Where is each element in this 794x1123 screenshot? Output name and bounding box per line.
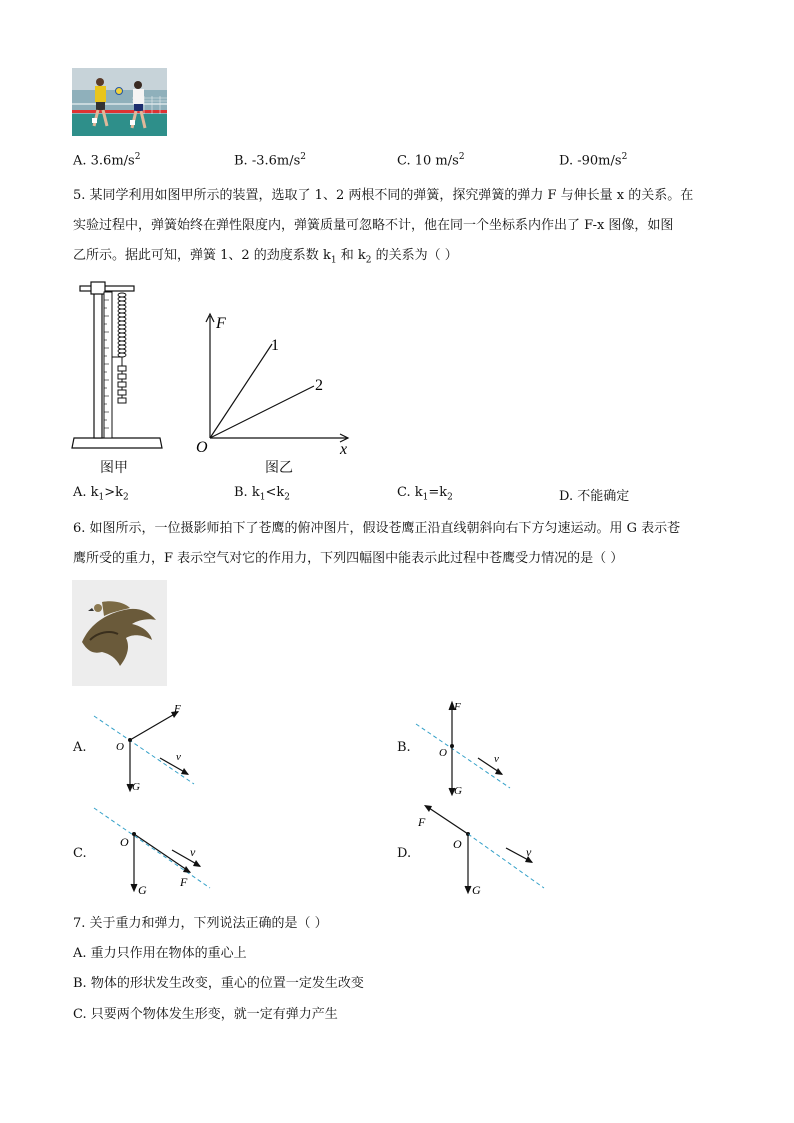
q5-line-3: 乙所示。据此可知，弹簧 1、2 的劲度系数 $k_1$ 和 $k_2$ 的关系为（ ） [73, 248, 458, 266]
q5-line-2: 实验过程中，弹簧始终在弹性限度内，弹簧质量可忽略不计，他在同一个坐标系内作出了 F-x 图像，如图 [73, 218, 674, 233]
q4-option-d: D. $-90m/s^2$ [559, 152, 628, 169]
q6-c-label-o: O [120, 835, 129, 849]
graph-line-2-label: 2 [315, 377, 323, 394]
fig-yi-caption: 图乙 [265, 460, 293, 476]
q6-d-label-g: G [472, 883, 481, 897]
q6-option-a-label: A. [73, 740, 87, 755]
q5-option-d: D. 不能确定 [559, 489, 630, 504]
q6-c-label-g: G [138, 883, 147, 897]
q6-line-2: 鹰所受的重力，F 表示空气对它的作用力，下列四幅图中能表示此过程中苍鹰受力情况的是（ ） [73, 551, 624, 566]
q6-option-c-label: C. [73, 846, 87, 861]
q6-option-b-diagram [410, 696, 520, 800]
q6-a-label-o: O [116, 741, 124, 753]
q5-option-b: B. $k_1<k_2$ [234, 485, 290, 503]
spring-apparatus-figure [68, 278, 168, 454]
q6-d-label-f: F [418, 815, 426, 829]
q5-option-a: A. $k_1>k_2$ [73, 485, 129, 503]
q6-option-a-diagram [90, 700, 200, 800]
eagle-photo [72, 580, 167, 686]
q6-a-label-f: F [174, 703, 181, 715]
volleyball-photo [72, 68, 167, 136]
q7-option-c: C. 只要两个物体发生形变，就一定有弹力产生 [73, 1007, 338, 1022]
q5-option-c: C. $k_1=k_2$ [397, 485, 453, 503]
q6-b-label-f: F [454, 701, 461, 713]
q6-a-label-v: v [176, 751, 181, 763]
q6-d-label-o: O [453, 837, 462, 851]
q6-b-label-v: v [494, 753, 499, 765]
q7-option-a: A. 重力只作用在物体的重心上 [73, 946, 247, 961]
q7-stem: 7. 关于重力和弹力，下列说法正确的是（ ） [73, 916, 328, 931]
q6-c-label-v: v [190, 845, 196, 859]
q6-option-c-diagram [90, 802, 220, 902]
q6-b-label-g: G [454, 785, 462, 797]
fig-jia-caption: 图甲 [100, 460, 128, 476]
q6-option-d-diagram [410, 800, 550, 900]
q7-option-b: B. 物体的形状发生改变，重心的位置一定发生改变 [73, 976, 364, 991]
q6-d-label-v: v [526, 845, 532, 859]
q6-option-b-label: B. [397, 740, 411, 755]
q4-option-c: C. 10 $m/s^2$ [397, 152, 465, 169]
q4-option-b: B. $-3.6m/s^2$ [234, 152, 307, 169]
graph-origin-label: O [196, 439, 208, 456]
q5-line-1: 5. 某同学利用如图甲所示的装置，选取了 1、2 两根不同的弹簧，探究弹簧的弹力 F 与伸长量 x 的关系。在 [73, 188, 694, 203]
graph-x-axis-label: x [340, 441, 348, 458]
graph-line-1-label: 1 [271, 337, 279, 354]
fx-graph [190, 308, 360, 458]
q4-option-a: A. $3.6m/s^2$ [73, 152, 141, 169]
q6-a-label-g: G [132, 781, 140, 793]
q6-c-label-f: F [180, 875, 188, 889]
q6-option-d-label: D. [397, 846, 412, 861]
q6-line-1: 6. 如图所示，一位摄影师拍下了苍鹰的俯冲图片，假设苍鹰正沿直线朝斜向右下方匀速运动。用 G 表示苍 [73, 521, 681, 536]
q6-b-label-o: O [439, 747, 447, 759]
graph-y-axis-label: F [216, 315, 226, 332]
